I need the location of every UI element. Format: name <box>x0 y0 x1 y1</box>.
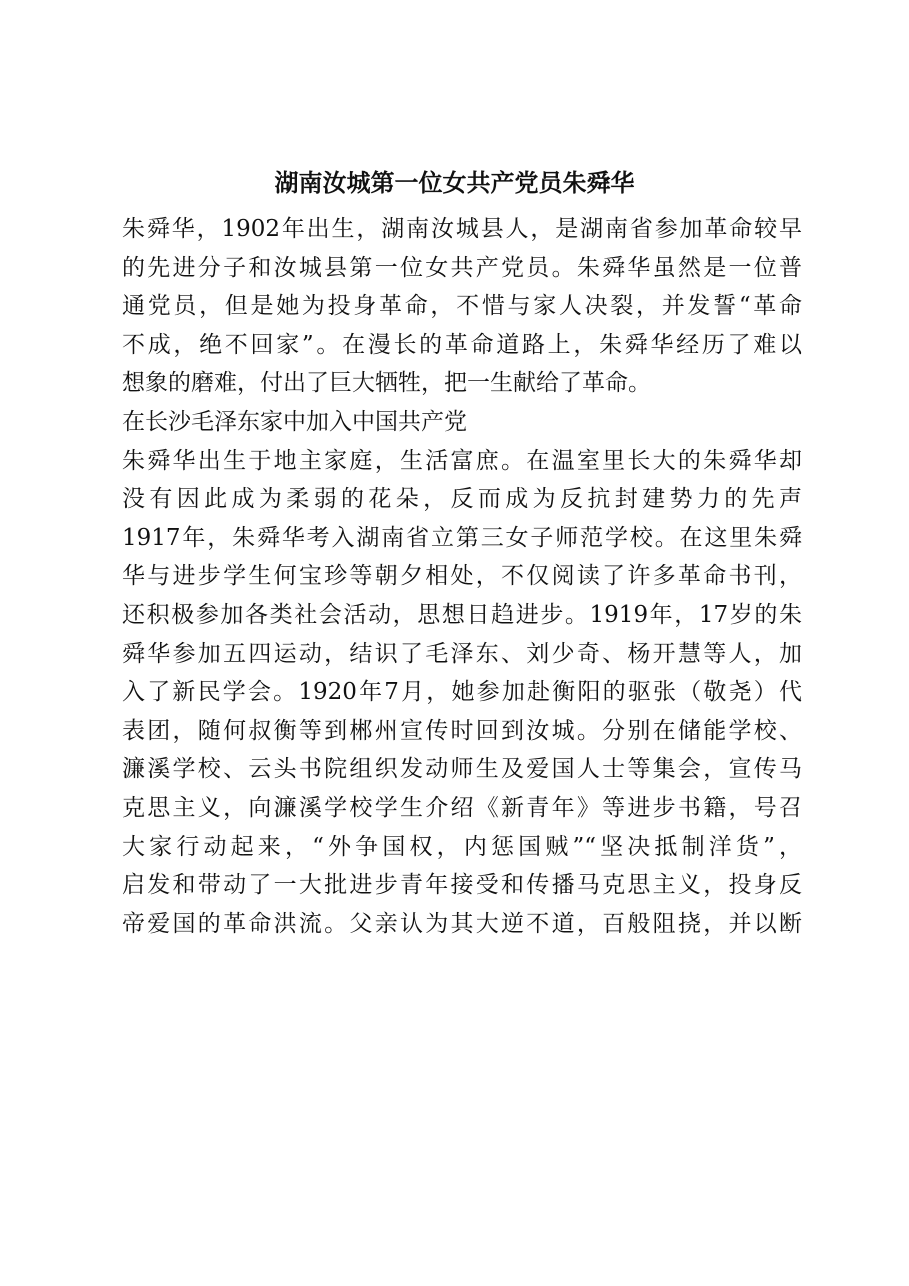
text-line: 还积极参加各类社会活动，思想日趋进步。1919年，17岁的朱 <box>122 601 802 628</box>
text-line: 朱舜华，1902年出生，湖南汝城县人，是湖南省参加革命较早 <box>122 216 802 242</box>
section-heading: 在长沙毛泽东家中加入中国共产党 <box>122 408 467 435</box>
text-line: 不成，绝不回家”。在漫长的革命道路上，朱舜华经历了难以 <box>122 331 802 358</box>
text-line: 克思主义，向濂溪学校学生介绍《新青年》等进步书籍，号召 <box>122 794 802 821</box>
document-title: 湖南汝城第一位女共产党员朱舜华 <box>274 168 635 197</box>
text-line: 1917年，朱舜华考入湖南省立第三女子师范学校。在这里朱舜 <box>122 524 802 551</box>
text-line: 的先进分子和汝城县第一位女共产党员。朱舜华虽然是一位普 <box>122 254 802 281</box>
text-line: 入了新民学会。1920年7月，她参加赴衡阳的驱张（敬尧）代 <box>122 679 802 706</box>
text-line: 帝爱国的革命洪流。父亲认为其大逆不道，百般阻挠，并以断 <box>122 910 802 937</box>
text-line: 通党员，但是她为投身革命，不惜与家人决裂，并发誓“革命 <box>122 293 802 320</box>
text-line: 华与进步学生何宝珍等朝夕相处，不仅阅读了许多革命书刊， <box>122 563 802 590</box>
document-body <box>122 210 802 943</box>
text-line: 启发和带动了一大批进步青年接受和传播马克思主义，投身反 <box>122 872 802 899</box>
text-line: 大家行动起来，“外争国权，内惩国贼”“坚决抵制洋货”， <box>122 833 802 860</box>
text-line: 没有因此成为柔弱的花朵，反而成为反抗封建势力的先声 <box>122 486 802 513</box>
text-line: 表团，随何叔衡等到郴州宣传时回到汝城。分别在储能学校、 <box>122 717 802 744</box>
text-line: 想象的磨难，付出了巨大牺牲，把一生献给了革命。 <box>122 370 651 397</box>
text-line: 濂溪学校、云头书院组织发动师生及爱国人士等集会，宣传马 <box>122 756 802 783</box>
text-line: 朱舜华出生于地主家庭，生活富庶。在温室里长大的朱舜华却 <box>122 447 802 474</box>
text-line: 舜华参加五四运动，结识了毛泽东、刘少奇、杨开慧等人，加 <box>122 640 802 667</box>
